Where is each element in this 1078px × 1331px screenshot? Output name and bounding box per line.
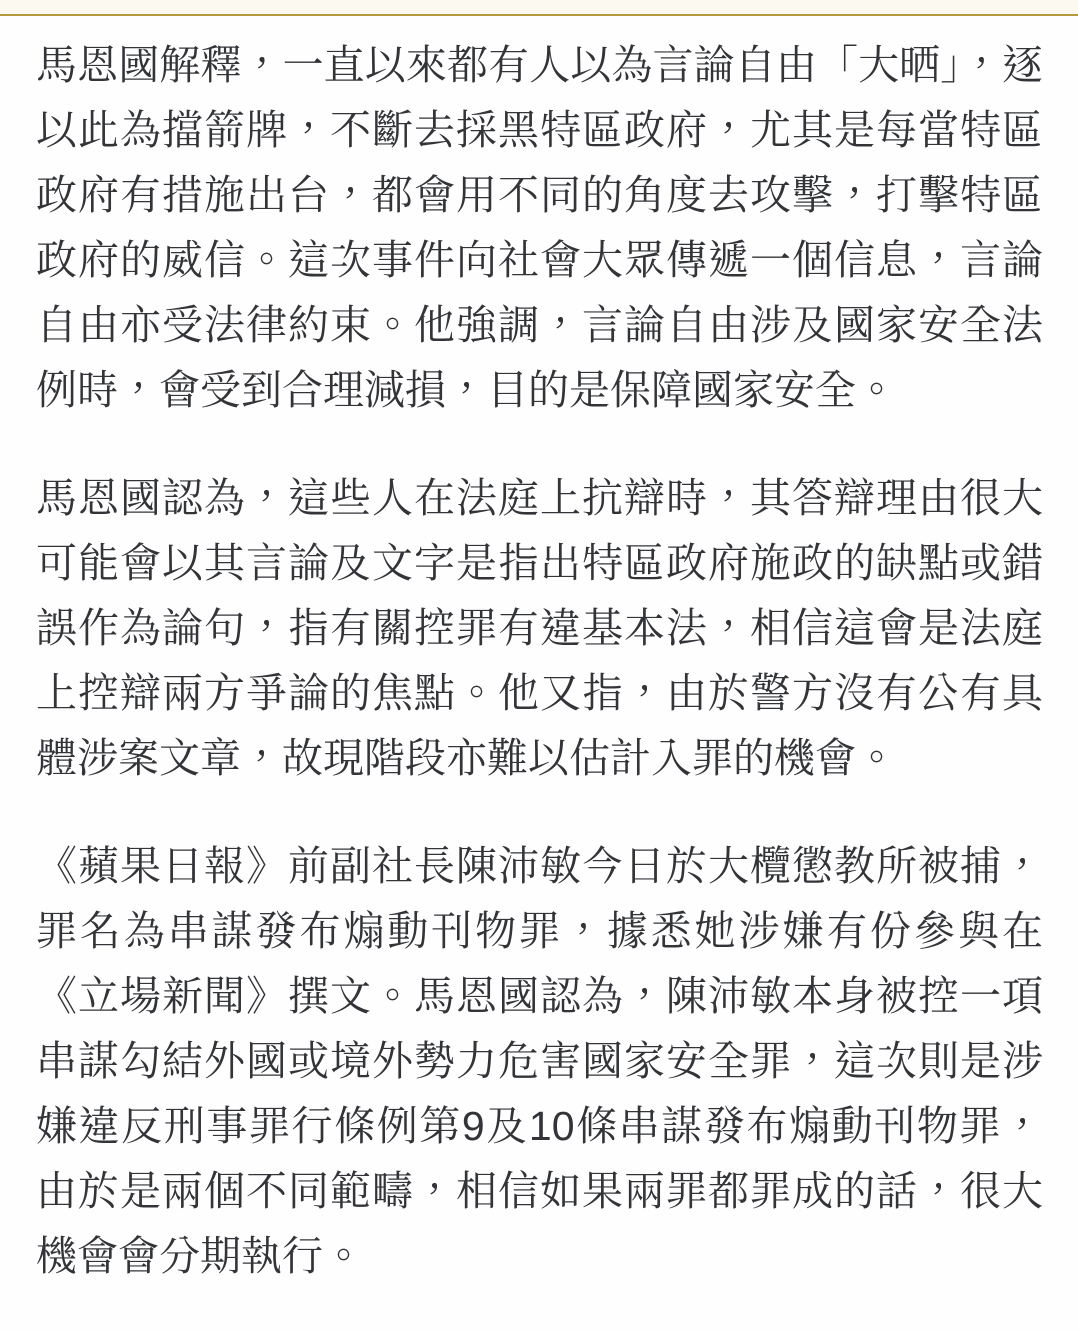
article-body <box>0 16 1078 1331</box>
article-paragraph: 馬恩國認為，這些人在法庭上抗辯時，其答辯理由很大可能會以其言論及文字是指出特區政府施政的缺點或錯誤作為論句，指有關控罪有違基本法，相信這會是法庭上控辯兩方爭論的焦點。他又指，由於警方沒有公有具體涉案文章，故現階段亦難以估計入罪的機會。 <box>36 475 1043 781</box>
article-paragraph: 《蘋果日報》前副社長陳沛敏今日於大欖懲教所被捕，罪名為串謀發布煽動刊物罪，據悉她涉嫌有份參與在《立場新聞》撰文。馬恩國認為，陳沛敏本身被控一項串謀勾結外國或境外勢力危害國家安全罪，這次則是涉嫌違反刑事罪行條例第9及10條串謀發布煽動刊物罪，由於是兩個不同範疇，相信如果兩罪都罪成的話，很大機會會分期執行。 <box>36 843 1043 1279</box>
top-divider-rule <box>0 0 1078 16</box>
article-paragraph: 馬恩國解釋，一直以來都有人以為言論自由「大晒」，逐以此為擋箭牌，不斷去採黑特區政府，尤其是每當特區政府有措施出台，都會用不同的角度去攻擊，打擊特區政府的威信。這次事件向社會大眾傳遞一個信息，言論自由亦受法律約束。他強調，言論自由涉及國家安全法例時，會受到合理減損，目的是保障國家安全。 <box>36 42 1043 413</box>
